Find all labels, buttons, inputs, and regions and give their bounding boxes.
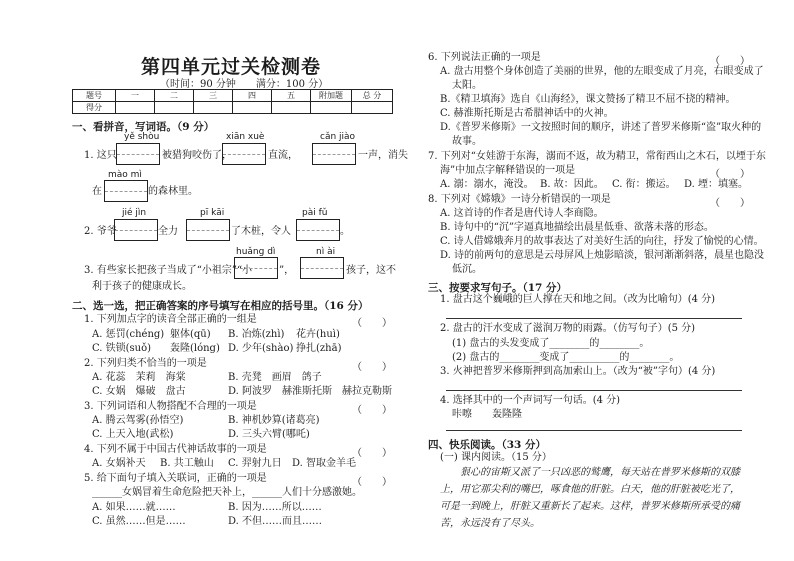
pinyin: cǎn jiào	[320, 132, 356, 142]
option: B. 故：因此。	[540, 179, 604, 190]
option: 故事。	[452, 136, 482, 147]
score-header: 总 分	[352, 90, 393, 102]
section-1-heading: 一、看拼音，写词语。（9 分）	[72, 121, 215, 133]
answer-paren[interactable]: （ ）	[710, 198, 750, 209]
option: B. 神机妙算(诸葛亮)	[228, 415, 320, 426]
option: A. 惩罚(chéng)	[92, 329, 165, 340]
question-text: 孩子，这不	[346, 265, 396, 276]
option: B. 因为……所以……	[228, 502, 322, 513]
option: B. 壳凳 画眉 鸽子	[228, 372, 322, 383]
score-header: 题号	[73, 90, 116, 102]
option: C. 铁锁(suǒ)	[92, 343, 152, 354]
writing-grid[interactable]	[114, 219, 158, 241]
option: 太阳。	[452, 80, 482, 91]
option: A. 盘古用整个身体创造了美丽的世界，他的左眼变成了月亮，右眼变成了	[440, 66, 764, 77]
question-text: 3. 火神把普罗米修斯押到高加索山上。（改为“被”字句）(4 分)	[440, 366, 716, 377]
score-cell[interactable]	[233, 102, 272, 114]
score-header: 附加题	[311, 90, 352, 102]
writing-grid[interactable]	[234, 257, 278, 279]
page-title: 第四单元过关检测卷	[141, 56, 322, 78]
option: A. 这首诗的作者是唐代诗人李商隐。	[440, 208, 604, 219]
question-text: 利于孩子的健康成长。	[92, 281, 192, 292]
question-text: (2) 盘古的________变成了__________的________。	[452, 352, 680, 363]
question-text: 了木桩，令人	[231, 226, 291, 237]
question-text: (1) 盘古的头发变成了________的________。	[452, 338, 650, 349]
pinyin: huǎng dì	[236, 247, 276, 257]
pinyin: xiān xuè	[226, 132, 265, 142]
question-text: 一声，消失	[358, 150, 408, 161]
score-header: 三	[194, 90, 233, 102]
writing-grid[interactable]	[312, 143, 356, 165]
writing-grid[interactable]	[116, 143, 160, 165]
option: A. 溺：溺水，淹没。	[440, 179, 534, 190]
option: 花卉(huì)	[296, 329, 340, 340]
question-text: 2. 盘古的汗水变成了滋润万物的雨露。（仿写句子）(5 分)	[440, 323, 696, 334]
option: D. 阿波罗 赫淮斯托斯 赫拉克勒斯	[228, 386, 393, 397]
writing-grid[interactable]	[296, 219, 340, 241]
option: D.《普罗米修斯》一文按照时间的顺序，讲述了普罗米修斯“盗”取火种的	[440, 122, 762, 133]
option: C. 诗人借嫦娥奔月的故事表达了对美好生活的向往，抒发了愉悦的心情。	[440, 236, 764, 247]
question-text: 6. 下列说法正确的一项是	[428, 52, 541, 63]
pinyin: mào mì	[108, 170, 142, 180]
option: B. 共工触山	[160, 458, 214, 469]
option: D. 智取金羊毛	[292, 458, 357, 469]
question-text: 1. 盘古这个巍峨的巨人撑在天和地之间。（改为比喻句）(4 分)	[440, 294, 716, 305]
question-text: 1. 下列加点字的读音全部正确的一组是	[84, 314, 257, 325]
option: D. 诗的前两句的意思是云母屏风上烛影暗淡，银河渐渐斜落，晨星也隐没	[440, 250, 765, 261]
option: C. 虽然……但是……	[92, 516, 186, 527]
question-text: 2. 爷爷	[84, 226, 117, 237]
option: B. 诗句中的“沉”字逼真地描绘出晨星低垂、欲落未落的形态。	[440, 222, 714, 233]
option: A. 腾云驾雾(孙悟空)	[92, 415, 184, 426]
answer-line[interactable]	[446, 390, 742, 391]
score-label: 得分	[73, 102, 116, 114]
question-text: 2. 下列归类不恰当的一项是	[84, 358, 207, 369]
section-4-heading: 四、快乐阅读。（33 分）	[428, 439, 547, 451]
question-text: 1. 这只	[84, 150, 117, 161]
question-text: 7. 下列对“女娃游于东海，溺而不返，故为精卫，常衔西山之木石，以堙于东	[428, 151, 766, 162]
question-text: 海”中加点字解释错误的一项是	[440, 165, 576, 176]
option: B. 冶炼(zhì)	[228, 329, 285, 340]
question-text: 3. 有些家长把孩子当成了“小祖宗”“小	[84, 265, 253, 276]
answer-paren[interactable]: （ ）	[352, 405, 392, 416]
score-table	[72, 89, 393, 114]
question-text: 的森林里。	[148, 186, 198, 197]
question-text: 直流，	[268, 150, 298, 161]
option: D. 少年(shào)	[228, 343, 294, 354]
answer-line[interactable]	[446, 318, 742, 319]
option: A. 花蕊 茉莉 海棠	[92, 372, 186, 383]
subsection-heading: (一) 课内阅读。（15 分）	[440, 452, 552, 463]
option: C. 上天入地(武松)	[92, 429, 174, 440]
answer-paren[interactable]: （ ）	[352, 362, 392, 373]
writing-grid[interactable]	[186, 219, 230, 241]
score-cell[interactable]	[272, 102, 311, 114]
option: C. 赫淮斯托斯是古希腊神话中的火神。	[440, 108, 614, 119]
answer-paren[interactable]: （ ）	[352, 318, 392, 329]
score-header: 二	[155, 90, 194, 102]
question-text: 在	[92, 186, 102, 197]
option: D. 堙：填塞。	[684, 179, 749, 190]
question-text: ”，	[279, 265, 295, 276]
answer-paren[interactable]: （ ）	[352, 477, 392, 488]
option: C. 衔：搬运。	[612, 179, 676, 190]
question-text: 全力	[158, 226, 178, 237]
score-header: 五	[272, 90, 311, 102]
option: D. 不但……而且……	[228, 516, 323, 527]
question-text: 4. 下列不属于中国古代神话故事的一项是	[84, 444, 267, 455]
reading-passage: 狠心的宙斯又派了一只凶恶的鹫鹰，每天站在普罗米修斯的双膝上，用它那尖利的嘴巴，啄食他的肝脏。白天，他的肝脏被吃光了，可是一到晚上，肝脏又重新长了起来。这样，普罗米修斯所承受的痛苦，永远没有了尽头。	[440, 467, 740, 529]
question-text: 4. 选择其中的一个声词写一句话。(4 分)	[440, 395, 621, 406]
question-text: 被猎狗咬伤了，	[162, 150, 232, 161]
answer-paren[interactable]: （ ）	[710, 56, 750, 67]
pinyin: yě shòu	[124, 132, 160, 142]
option: 低沉。	[452, 264, 482, 275]
score-cell[interactable]	[352, 102, 393, 114]
score-header: 一	[116, 90, 155, 102]
question-text: 3. 下列词语和人物搭配不合理的一项是	[84, 401, 257, 412]
option: C. 羿射九日	[228, 458, 282, 469]
option: A. 如果……就……	[92, 502, 176, 513]
pinyin: jié jìn	[122, 208, 147, 218]
writing-grid[interactable]	[222, 143, 266, 165]
section-2-heading: 二、选一选，把正确答案的序号填写在相应的括号里。（16 分）	[72, 300, 369, 312]
question-text: 5. 给下面句子填入关联词，正确的一项是	[84, 473, 267, 484]
score-cell[interactable]	[155, 102, 194, 114]
answer-paren[interactable]: （ ）	[710, 169, 750, 180]
writing-grid[interactable]	[300, 257, 344, 279]
section-3-heading: 三、按要求写句子。（17 分）	[428, 282, 568, 294]
score-cell[interactable]	[311, 102, 352, 114]
option: C. 女娲 爆破 盘古	[92, 386, 186, 397]
question-sentence: ______女娲冒着生命危险把天补上，______人们十分感激她。	[92, 487, 362, 498]
option: 轰隆(lóng)	[170, 343, 220, 354]
pinyin: pī kāi	[200, 208, 225, 218]
score-cell[interactable]	[116, 102, 155, 114]
score-header: 四	[233, 90, 272, 102]
option: B.《精卫填海》选自《山海经》，课文赞扬了精卫不屈不挠的精神。	[440, 94, 736, 105]
question-text: 8. 下列对《嫦娥》一诗分析错误的一项是	[428, 194, 611, 205]
answer-paren[interactable]: （ ）	[352, 448, 392, 459]
pinyin: nì ài	[316, 247, 336, 257]
option: D. 三头六臂(哪吒)	[228, 429, 310, 440]
question-text: 。	[340, 226, 350, 237]
score-cell[interactable]	[194, 102, 233, 114]
pinyin: pài fǔ	[302, 208, 328, 218]
time-info: （时间：90 分钟 满分：100 分）	[160, 79, 329, 90]
answer-line[interactable]	[446, 430, 742, 431]
option: A. 女娲补天	[92, 458, 146, 469]
writing-grid[interactable]	[104, 180, 148, 202]
sound-words: 咔嚓 轰隆隆	[452, 409, 522, 420]
option: 躯体(qū)	[170, 329, 211, 340]
option: 挣扎(zhā)	[296, 343, 342, 354]
